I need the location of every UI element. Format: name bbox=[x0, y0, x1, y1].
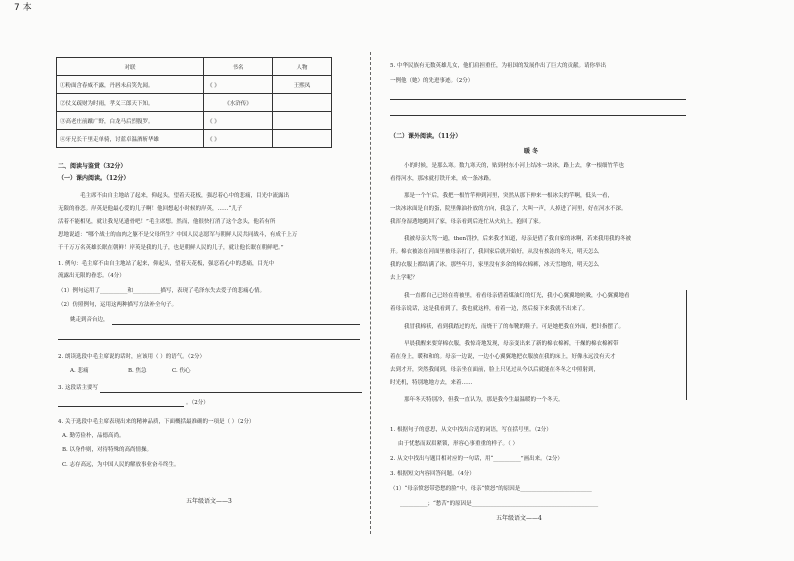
column-divider bbox=[370, 52, 371, 534]
subsection-heading: （一）课内阅读。（12分） bbox=[58, 175, 130, 182]
question-3-end: 。（2分） bbox=[186, 400, 209, 406]
table-header: 人物 bbox=[273, 58, 332, 76]
passage-line: 那是一个午后，我把一根竹竿伸到河里，突然从那下伸来一根冰尖的竿啊，低头一看， bbox=[404, 193, 614, 199]
table-cell: 王熙凤 bbox=[273, 76, 332, 94]
question-1: 1. 例句：毛主席不由自主地站了起来，仰起头，望着天花板，强忍着心中的悲痛，目光中 bbox=[58, 261, 274, 267]
question-3-1: （1）“母亲愤怒带恐愁的脸”中，母亲“愤怒”的原因是__________________________ bbox=[390, 486, 592, 492]
question-1-cont: 由于忧愁而双眉紧锁，形容心事重重的样子。（ ） bbox=[398, 441, 518, 447]
passage-line: 无限的眷恋。岸英是他最心爱的儿子啊！他回想起小时候的岸英，……“儿子 bbox=[58, 206, 243, 212]
table-row bbox=[57, 112, 332, 130]
question-1-1: （1）例句运用了__________和__________描写，表现了毛泽东失去爱子的悲痛心情。 bbox=[58, 288, 266, 294]
option-c[interactable]: C. 志存高远，为中国人民的解放事业奋斗终生。 bbox=[62, 462, 180, 468]
passage-line: 千千万万名英雄长眠在朝鲜！岸英是我的儿子，也是朝鲜人民的儿子，就让他长眠在朝鲜吧。” bbox=[58, 245, 284, 251]
answer-line[interactable] bbox=[100, 392, 362, 393]
passage-line: 活着不能相见，就让我见见遗骨吧！”毛主席想。然而，他很快打消了这个念头，他若有所 bbox=[58, 219, 276, 225]
passage-line: 我的衣服上都结满了冰。那些年月，家里没有多余的棉衣棉裤，冰天雪地的，明天怎么 bbox=[390, 262, 600, 268]
question-5-cont: 一例他（她）的先进事迹。（2分） bbox=[390, 78, 474, 84]
question-3-2: __________；“愁苦”的原因是______________________________________________ bbox=[400, 501, 599, 507]
question-1-2: （2）仿照例句，运用这两种描写方法补全句子。 bbox=[58, 302, 178, 308]
question-2: 2. 朗读选段中毛主席说的话时，应该用（ ）的语气。（2分） bbox=[58, 354, 205, 360]
passage-line: 一块冰冰面是自的蛋，院里像油扑放的方向，我急了，大叫一声，人掉进了河里，好在河水不深。 bbox=[390, 206, 627, 212]
question-5: 5. 中华民族有无数英雄儿女，他们肩担重任，为祖国的发展作出了巨大的贡献。请你举出 bbox=[390, 63, 606, 69]
page-footer: 五年级语文——3 bbox=[186, 498, 232, 505]
corner-mark: 7 本 bbox=[14, 3, 32, 13]
answer-line[interactable] bbox=[112, 324, 360, 325]
table-row bbox=[57, 94, 332, 112]
passage-line: 我冒我棉袄，看到我踏过的光，而烧干了的布靴的鞋子。可是她把我在外面，把针指摆了。 bbox=[404, 324, 625, 330]
table-cell bbox=[273, 130, 332, 148]
question-1-cont: 流露出无限的眷恋。（4分） bbox=[58, 273, 125, 279]
subsection-heading: （二）课外阅读。（11分） bbox=[390, 133, 462, 140]
passage-line: 着在身上，暖和和的。母亲一边说，一边小心翼翼地把衣服放在我的床上，好像永远没有天才 bbox=[390, 354, 616, 360]
option-a[interactable]: A. 悲痛 bbox=[70, 368, 89, 374]
table-cell: ③高老庄前蹴广野，白龙马后烈腹罗。 bbox=[57, 112, 204, 130]
question-1: 1. 根据句子的意思，从文中找出合适的词语，写在括号里。（2分） bbox=[390, 427, 552, 433]
couplet-table bbox=[56, 57, 332, 148]
question-4: 4. 关于选段中毛主席表现出来的精神品质，下面概括最准确的一项是（ ）（2分） bbox=[58, 419, 255, 425]
passage-line: 我浑身湿透地跑回了家，母亲看到后连忙从火炕上，抱回了家。 bbox=[390, 219, 545, 225]
option-b[interactable]: B. 焦急 bbox=[128, 368, 147, 374]
question-3: 3. 这段话主要写 bbox=[58, 385, 98, 391]
table-cell: ①粉面含春威不露，丹唇未启笑先闻。 bbox=[57, 76, 204, 94]
passage-line: 小的时候，是那么寒。数九寒天的，贴到村东小河上结冰一块冰，路上去，拿一根细竹竿也 bbox=[404, 163, 625, 169]
passage-line: 开。棉衣被冻在河面里被母亲打了，我回家后就开始好，从没有挨冻的冬天，明天怎么 bbox=[390, 249, 600, 255]
option-a[interactable]: A. 勤劳俭朴，品德高尚。 bbox=[62, 433, 125, 439]
table-cell bbox=[273, 94, 332, 112]
passage-line: 早晨我醒来要穿棉衣服，我惊奇地发现，母亲变出来了新的棉衣棉裤，干燥的棉衣棉裤带 bbox=[404, 341, 619, 347]
table-row bbox=[57, 130, 332, 148]
answer-line[interactable] bbox=[58, 406, 184, 407]
question-2: 2. 从文中找出与题目相对应的一句话，用“__________”画出来。（2分） bbox=[390, 456, 563, 462]
option-b[interactable]: B. 以身作则，对待特殊的高尚情操。 bbox=[62, 447, 153, 453]
table-header-row bbox=[57, 58, 332, 76]
table-row bbox=[57, 76, 332, 94]
table-cell: 《水浒传》 bbox=[204, 94, 273, 112]
option-c[interactable]: C. 伤心 bbox=[172, 368, 191, 374]
section-heading: 二、阅读与鉴赏（32分） bbox=[58, 163, 127, 170]
passage-title: 暖 冬 bbox=[524, 148, 539, 155]
page-footer: 五年级语文——4 bbox=[496, 515, 542, 522]
answer-line[interactable] bbox=[58, 339, 360, 340]
passage-line: 去到才开，突然我闻到，母亲坐在面前，脸上只见过从今以后就能在冬冬之中照射到， bbox=[390, 367, 600, 373]
table-cell: 《 》 bbox=[204, 112, 273, 130]
table-cell: ②仗义疏财为时雨，孝义三郎天下知。 bbox=[57, 94, 204, 112]
passage-line: 着母亲说话，这是我看到了，我也就这样，看着一边，然后接下来我就不出来了。 bbox=[390, 306, 589, 312]
passage-line: 我一直都自己已经在将被里，看看母亲借着煤油灯的灯光，我小心翼翼地吮吸，小心翼翼地看 bbox=[404, 293, 630, 299]
answer-line[interactable] bbox=[390, 99, 686, 100]
table-cell: 《 》 bbox=[204, 76, 273, 94]
passage-line: 那年冬天特别冷，但我一直认为，那是我今生最温暖的一个冬天。 bbox=[404, 397, 564, 403]
margin-line bbox=[686, 290, 687, 400]
question-1-3: 姚走到音台边， bbox=[70, 317, 109, 323]
passage-line: 时光机，特别地地方去，来着…… bbox=[390, 380, 473, 386]
passage-line: 看得河水，那冰就打铁开来，成一条冰路。 bbox=[390, 176, 495, 182]
table-cell: ④牙兄长千里走单骑，讨蓝卓温酒斩华雄 bbox=[57, 130, 204, 148]
table-header: 对联 bbox=[57, 58, 204, 76]
table-header: 书名 bbox=[204, 58, 273, 76]
table-cell: 《 》 bbox=[204, 130, 273, 148]
passage-line: 我被母亲大骂一通，then罚抄，后来我才知道，母亲是借了我自家的冰啊，若来我用我的冬被 bbox=[404, 236, 632, 242]
passage-line: 去上学呢？ bbox=[390, 275, 418, 281]
question-3: 3. 根据短文内容回答问题。（4分） bbox=[390, 471, 475, 477]
table-cell bbox=[273, 112, 332, 130]
passage-line: 毛主席不由自主地站了起来，仰起头，望着天花板，强忍着心中的悲痛，目光中流露出 bbox=[80, 193, 290, 199]
answer-line[interactable] bbox=[390, 115, 686, 116]
passage-line: 思地说道：“哪个战士的血肉之躯不是父母所生？中国人民志愿军与朝鲜人民共同战斗，有成千上万 bbox=[58, 232, 298, 238]
